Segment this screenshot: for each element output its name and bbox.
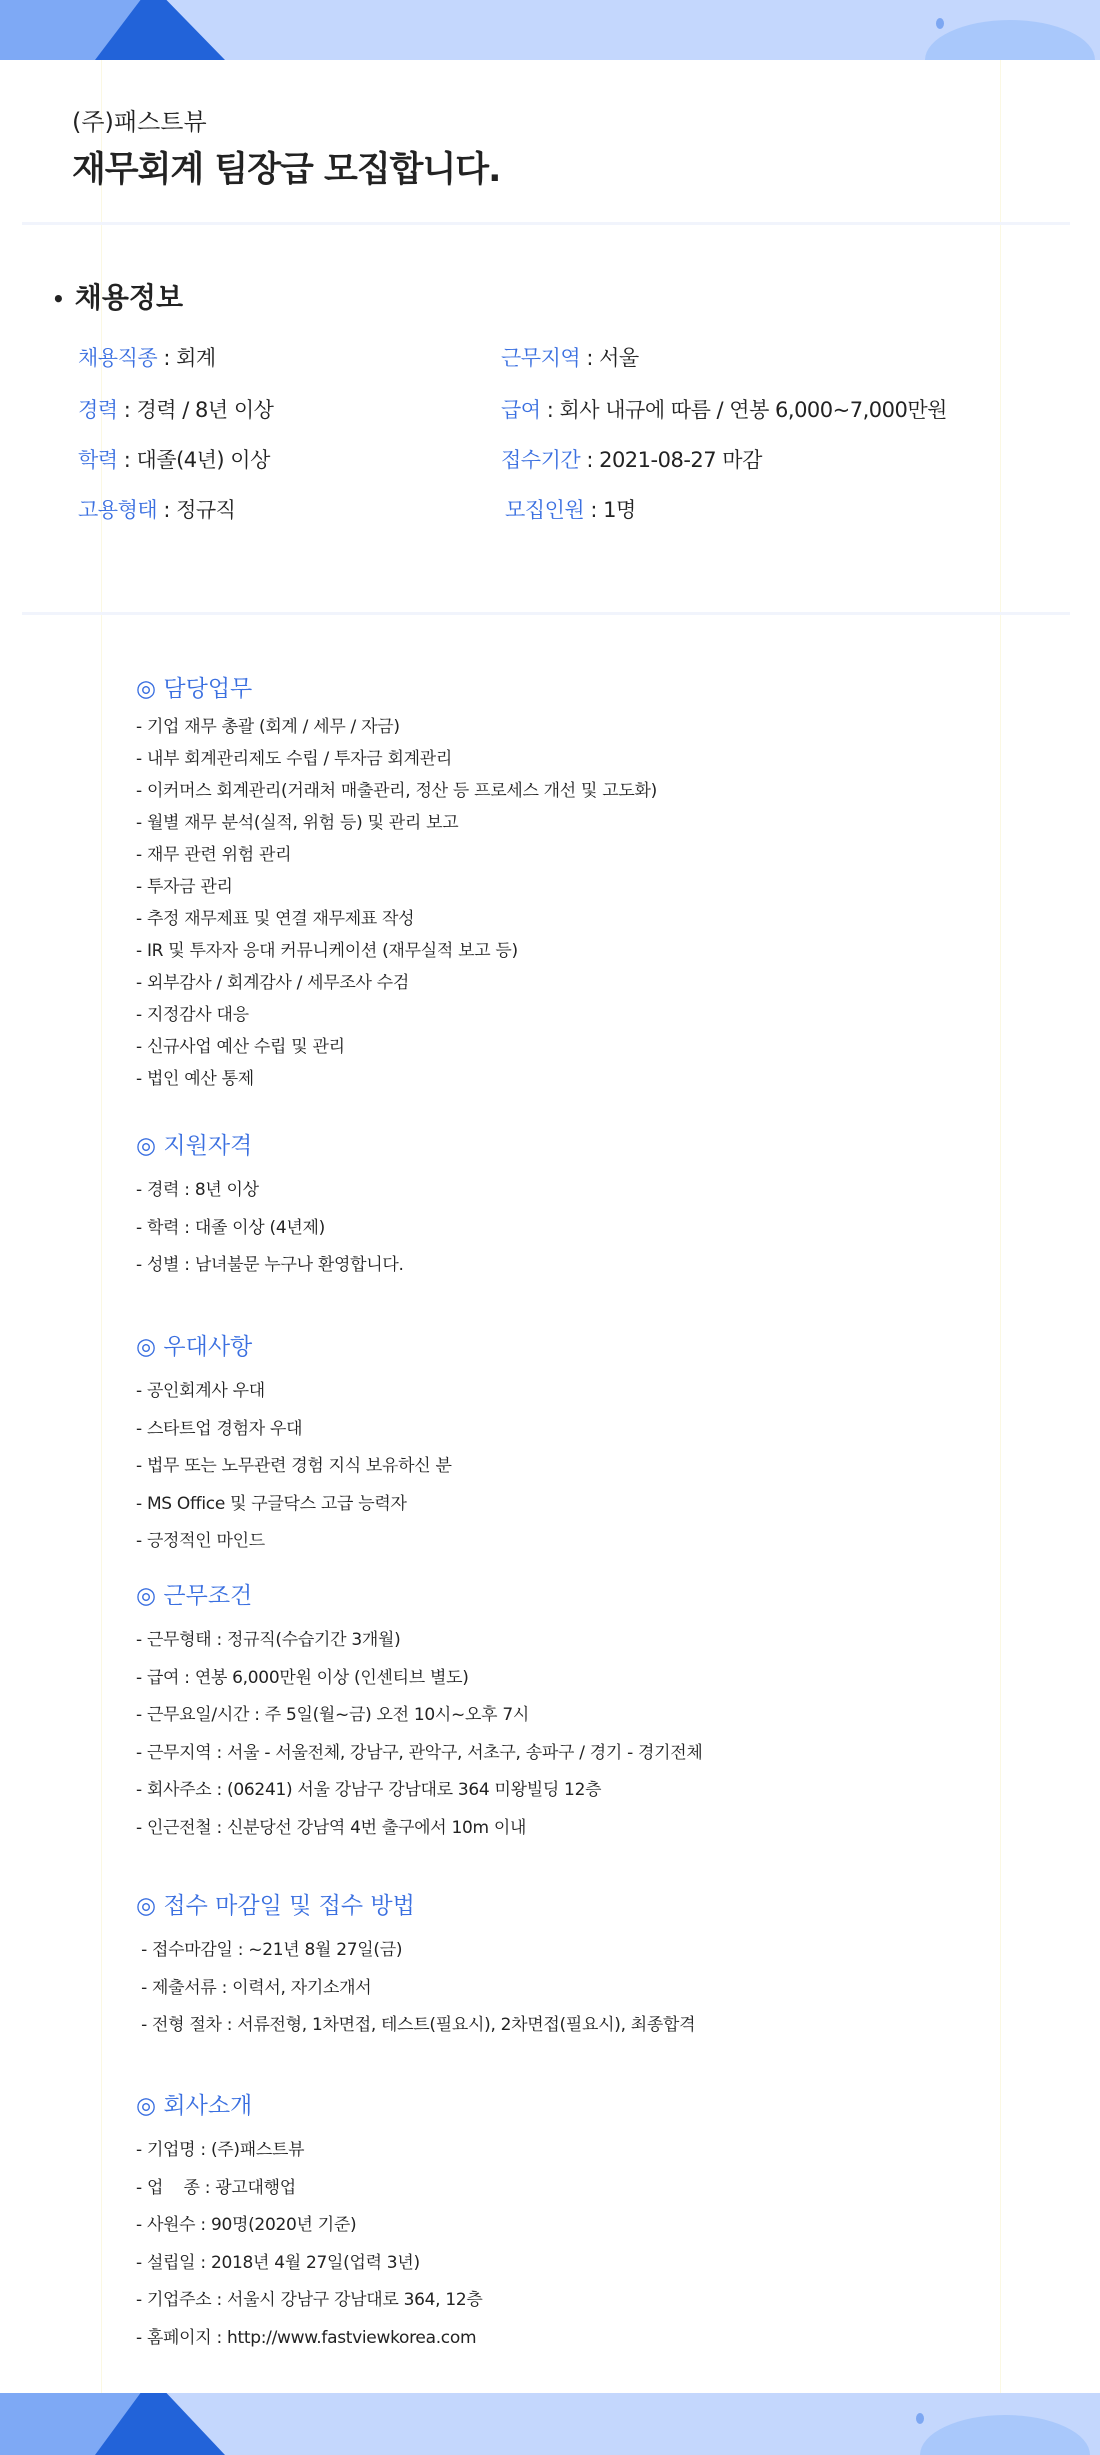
- list-item: - 설립일 : 2018년 4월 27일(업력 3년): [136, 2252, 420, 2273]
- footer-banner: [0, 2393, 1100, 2455]
- section-list: [136, 1932, 695, 2045]
- list-item: - 회사주소 : (06241) 서울 강남구 강남대로 364 미왕빌딩 12층: [136, 1780, 602, 1801]
- info-career: [78, 394, 273, 424]
- list-item: - 공인회계사 우대: [136, 1381, 265, 1401]
- list-item: - 지정감사 대응: [136, 1005, 249, 1025]
- section-title: ◎ 접수 마감일 및 접수 방법: [136, 1893, 415, 1919]
- section-preferences: [136, 1321, 452, 1561]
- info-label: 접수기간: [501, 448, 581, 472]
- list-item: - 경력 : 8년 이상: [136, 1180, 259, 1200]
- section-title: ◎ 근무조건: [136, 1583, 253, 1609]
- list-item: - 신규사업 예산 수립 및 관리: [136, 1037, 345, 1057]
- list-item: - 내부 회계관리제도 수립 / 투자금 회계관리: [136, 749, 452, 769]
- info-value: : 회계: [157, 346, 216, 370]
- list-item: - 성별 : 남녀불문 누구나 환영합니다.: [136, 1255, 404, 1276]
- info-headcount: [505, 494, 636, 524]
- section-list: [136, 711, 657, 1095]
- list-item: - 투자금 관리: [136, 877, 233, 897]
- list-item: - 월별 재무 분석(실적, 위험 등) 및 관리 보고: [136, 813, 459, 833]
- info-location: [501, 342, 639, 372]
- list-item: - 근무요일/시간 : 주 5일(월~금) 오전 10시~오후 7시: [136, 1705, 529, 1726]
- section-title: ◎ 담당업무: [136, 676, 253, 702]
- section-company-intro: [136, 2080, 483, 2358]
- list-item: - 재무 관련 위험 관리: [136, 845, 292, 865]
- bullet-icon: •: [52, 287, 65, 311]
- info-label: 학력: [78, 448, 118, 472]
- section-conditions: [136, 1570, 703, 1848]
- list-item: - 인근전철 : 신분당선 강남역 4번 출구에서 10m 이내: [136, 1817, 527, 1838]
- info-label: 고용형태: [78, 498, 158, 522]
- section-list: [136, 2132, 483, 2358]
- list-item: - 제출서류 : 이력서, 자기소개서: [136, 1977, 372, 1998]
- banner-dot: [936, 18, 944, 29]
- section-list: [136, 1373, 452, 1561]
- guide-line: [1000, 60, 1001, 2393]
- section-duties: [136, 667, 657, 1095]
- info-label: 채용직종: [78, 346, 158, 370]
- list-item: - IR 및 투자자 응대 커뮤니케이션 (재무실적 보고 등): [136, 941, 518, 961]
- list-item: - 근무형태 : 정규직(수습기간 3개월): [136, 1630, 401, 1650]
- info-value: : 1명: [584, 498, 636, 522]
- info-value: : 대졸(4년) 이상: [117, 448, 270, 472]
- info-label: 모집인원: [505, 498, 585, 522]
- info-education: [78, 444, 270, 474]
- list-item: - 사원수 : 90명(2020년 기준): [136, 2215, 357, 2236]
- divider: [22, 612, 1070, 615]
- heading-text: 채용정보: [74, 281, 183, 314]
- list-item: - 법무 또는 노무관련 경험 지식 보유하신 분: [136, 1456, 452, 1477]
- info-deadline: [501, 444, 762, 474]
- list-item: - 기업명 : (주)패스트뷰: [136, 2140, 305, 2160]
- info-value: : 서울: [580, 346, 639, 370]
- banner-circle: [920, 2415, 1090, 2455]
- section-list: [136, 1622, 703, 1848]
- section-title: ◎ 지원자격: [136, 1133, 253, 1159]
- section-title: ◎ 회사소개: [136, 2093, 253, 2119]
- list-item: - 법인 예산 통제: [136, 1069, 254, 1089]
- section-title: ◎ 우대사항: [136, 1334, 253, 1360]
- list-item: - 추정 재무제표 및 연결 재무제표 작성: [136, 909, 415, 929]
- info-label: 근무지역: [501, 346, 581, 370]
- list-item: - 학력 : 대졸 이상 (4년제): [136, 1217, 325, 1238]
- list-item: - 홈페이지 : http://www.fastviewkorea.com: [136, 2327, 477, 2348]
- list-item: - MS Office 및 구글닥스 고급 능력자: [136, 1493, 407, 1514]
- list-item: - 기업 재무 총괄 (회계 / 세무 / 자금): [136, 717, 400, 737]
- info-job-type: [78, 342, 216, 372]
- info-label: 경력: [78, 398, 118, 422]
- page-title: 재무회계 팀장급 모집합니다.: [72, 150, 501, 190]
- company-name: (주)패스트뷰: [72, 108, 207, 136]
- section-qualifications: [136, 1120, 404, 1285]
- section-application: [136, 1880, 695, 2045]
- header-banner: [0, 0, 1100, 60]
- info-employment-type: [78, 494, 235, 524]
- list-item: - 이커머스 회계관리(거래처 매출관리, 정산 등 프로세스 개선 및 고도화): [136, 781, 657, 801]
- info-value: : 회사 내규에 따름 / 연봉 6,000~7,000만원: [540, 398, 947, 422]
- list-item: - 스타트업 경험자 우대: [136, 1418, 303, 1439]
- list-item: - 근무지역 : 서울 - 서울전체, 강남구, 관악구, 서초구, 송파구 / 경기 - 경기전체: [136, 1742, 703, 1763]
- info-value: : 경력 / 8년 이상: [117, 398, 274, 422]
- info-salary: [501, 394, 947, 424]
- banner-circle: [925, 20, 1095, 60]
- recruit-info-heading: [52, 276, 183, 316]
- list-item: - 외부감사 / 회계감사 / 세무조사 수검: [136, 973, 410, 993]
- info-label: 급여: [501, 398, 541, 422]
- banner-dot: [916, 2413, 924, 2424]
- info-value: : 2021-08-27 마감: [580, 448, 762, 472]
- divider: [22, 222, 1070, 225]
- section-list: [136, 1172, 404, 1285]
- list-item: - 긍정적인 마인드: [136, 1531, 265, 1552]
- list-item: - 업 종 : 광고대행업: [136, 2177, 296, 2198]
- list-item: - 기업주소 : 서울시 강남구 강남대로 364, 12층: [136, 2290, 483, 2311]
- info-value: : 정규직: [157, 498, 236, 522]
- list-item: - 급여 : 연봉 6,000만원 이상 (인센티브 별도): [136, 1667, 469, 1688]
- list-item: - 접수마감일 : ~21년 8월 27일(금): [136, 1940, 403, 1960]
- list-item: - 전형 절차 : 서류전형, 1차면접, 테스트(필요시), 2차면접(필요시), 최종합격: [136, 2015, 696, 2036]
